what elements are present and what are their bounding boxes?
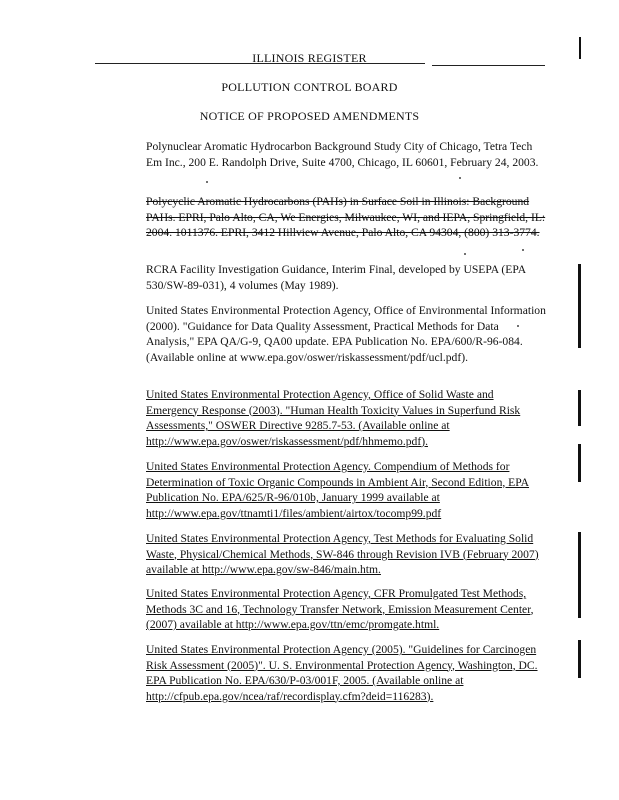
board-title: POLLUTION CONTROL BOARD xyxy=(221,80,398,94)
revision-bar xyxy=(578,264,581,348)
scan-speck xyxy=(464,253,466,255)
reference-text: Polynuclear Aromatic Hydrocarbon Background Study City of Chicago, Tetra Tech Em Inc., 200 E. Randolph Drive, Suite 4700, Chicago, IL 60601, February 24, 2003. xyxy=(146,140,539,169)
reference-entry-7-added xyxy=(146,531,546,578)
scan-speck xyxy=(522,249,524,251)
reference-entry-3 xyxy=(146,262,546,293)
reference-text: United States Environmental Protection Agency (2005). "Guidelines for Carcinogen Risk Assessment (2005)". U. S. Environmental Protection Agency, Washington, DC. EPA Publication No. EPA/630/P-03/001F, 2005. (Available online at http://cfpub.epa.gov/ncea/raf/recordisplay.cfm?deid=116283). xyxy=(146,643,538,703)
scan-speck xyxy=(517,325,519,327)
reference-text: United States Environmental Protection Agency. Compendium of Methods for Determination of Toxic Organic Compounds in Ambient Air, Second Edition, EPA Publication No. EPA/625/R-96/010b, January 1999 available at http://www.epa.gov/ttnamti1/files/ambient/airtox/tocomp99.pdf xyxy=(146,460,530,520)
reference-text: United States Environmental Protection Agency, CFR Promulgated Test Methods, Methods 3C and 16, Technology Transfer Network, Emission Measurement Center, (2007) available at http://www.epa.gov/ttn/emc/promgate.html. xyxy=(146,587,534,631)
reference-entry-8-added xyxy=(146,586,546,633)
reference-entry-1 xyxy=(146,139,546,170)
reference-text: United States Environmental Protection Agency, Test Methods for Evaluating Solid Waste, Physical/Chemical Methods, SW-846 through Revision IVB (February 2007) available at http://www.epa.gov/sw-846/main.htm. xyxy=(146,532,539,576)
reference-entry-6-added xyxy=(146,459,546,521)
notice-title: NOTICE OF PROPOSED AMENDMENTS xyxy=(199,109,420,123)
revision-bar xyxy=(578,444,581,482)
scan-speck xyxy=(459,177,461,179)
reference-text: United States Environmental Protection Agency, Office of Environmental Information (2000). "Guidance for Data Quality Assessment, Practical Methods for Data Analysis," EPA QA/G-9, QA00 update. EPA Publication No. EPA/600/R-96-084. (Available online at www.epa.gov/oswer/riskassessment/pdf/ucl.pdf). xyxy=(146,304,546,364)
reference-entry-4 xyxy=(146,303,546,365)
reference-entry-9-added xyxy=(146,642,546,704)
reference-text: RCRA Facility Investigation Guidance, Interim Final, developed by USEPA (EPA 530/SW-89-031), 4 volumes (May 1989). xyxy=(146,263,526,292)
revision-bar xyxy=(578,532,581,618)
reference-entry-5-added xyxy=(146,387,546,449)
scan-speck xyxy=(206,181,208,183)
register-title: ILLINOIS REGISTER xyxy=(252,51,367,65)
scan-mark xyxy=(579,37,581,59)
reference-text: Polycyclic Aromatic Hydrocarbons (PAHs) in Surface Soil in Illinois: Background PAHs. EPRI, Palo Alto, CA, We Energies, Milwaukee, WI, and IEPA, Springfield, IL: 2004. 1011376. EPRI, 3412 Hillview Avenue, Palo Alto, CA 94304, (800) 313-3774. xyxy=(146,195,546,239)
reference-text: United States Environmental Protection Agency, Office of Solid Waste and Emergency Response (2003). "Human Health Toxicity Values in Superfund Risk Assessments," OSWER Directive 9285.7-53. (Available online at http://www.epa.gov/oswer/riskassessment/pdf/hhmemo.pdf). xyxy=(146,388,521,448)
revision-bar xyxy=(578,640,581,678)
revision-bar xyxy=(578,390,581,426)
reference-entry-2-deleted xyxy=(146,194,546,241)
